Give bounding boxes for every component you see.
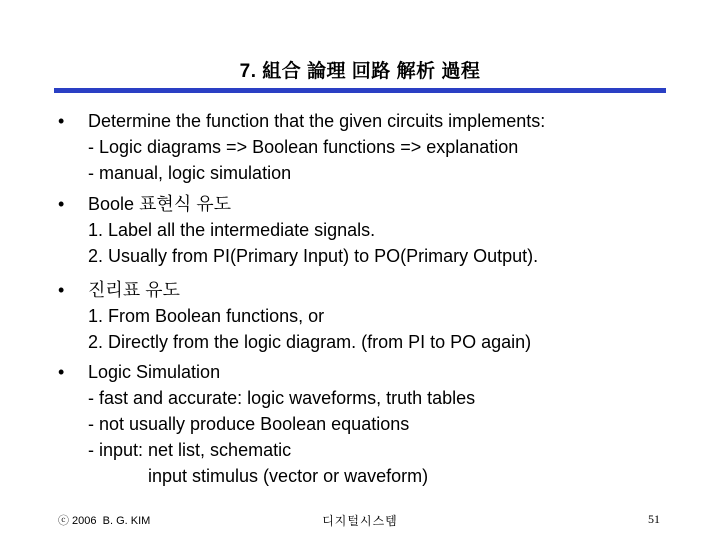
bullet-dot-icon: • bbox=[58, 194, 65, 214]
bullet-line: - not usually produce Boolean equations bbox=[88, 414, 410, 434]
bullet-line: input stimulus (vector or waveform) bbox=[88, 466, 429, 486]
bullet-dot-icon: • bbox=[58, 280, 65, 300]
bullet-line: 2. Directly from the logic diagram. (from PI to PO again) bbox=[88, 332, 532, 352]
bullet-line: - Logic diagrams => Boolean functions => explanation bbox=[88, 137, 519, 157]
bullet-line: - manual, logic simulation bbox=[88, 163, 292, 183]
page-number: 51 bbox=[648, 512, 660, 526]
bullet-line: Logic Simulation bbox=[88, 362, 221, 382]
bullet-line: 1. Label all the intermediate signals. bbox=[88, 220, 376, 240]
bullet-line: 2. Usually from PI(Primary Input) to PO(Primary Output). bbox=[88, 246, 539, 266]
bullet-line: - input: net list, schematic bbox=[88, 440, 292, 460]
bullet-line: Boole 표현식 유도 bbox=[88, 194, 231, 214]
bullet-line: Determine the function that the given circuits implements: bbox=[88, 111, 546, 131]
bullet-line: 진리표 유도 bbox=[88, 280, 180, 300]
bullet-dot-icon: • bbox=[58, 111, 65, 131]
footer-copyright: ⓒ 2006 B. G. KIM bbox=[58, 515, 151, 527]
bullet-line: 1. From Boolean functions, or bbox=[88, 306, 325, 326]
bullet-line: - fast and accurate: logic waveforms, truth tables bbox=[88, 388, 476, 408]
slide-title: 7. 組合 論理 回路 解析 過程 bbox=[239, 61, 481, 82]
bullet-dot-icon: • bbox=[58, 362, 65, 382]
footer-course-title: 디지털시스템 bbox=[322, 514, 398, 528]
